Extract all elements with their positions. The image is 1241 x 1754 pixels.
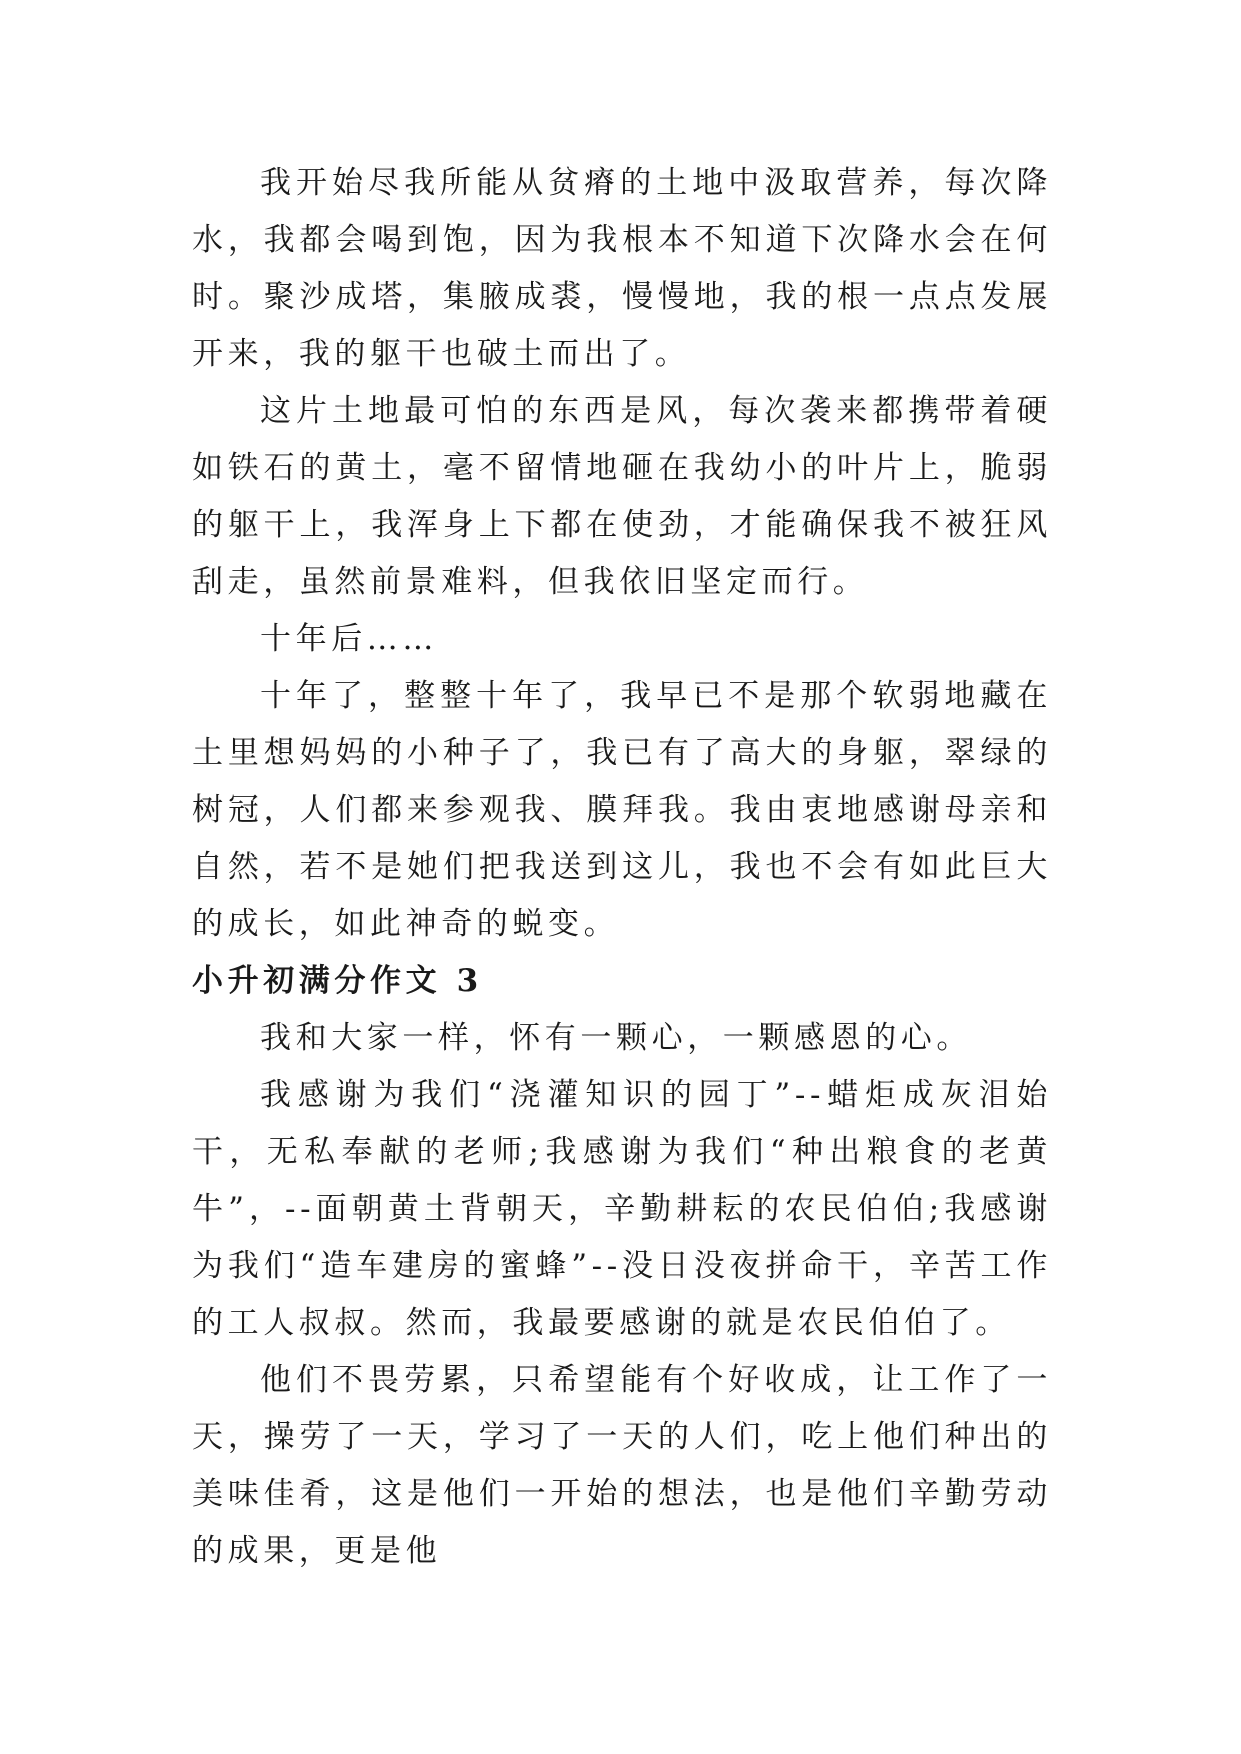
paragraph-grateful-heart: 我和大家一样，怀有一颗心，一颗感恩的心。 bbox=[260, 1020, 972, 1056]
paragraph-farmers: 他们不畏劳累，只希望能有个好收成，让工作了一天，操劳了一天，学习了一天的人们，吃上他们种出的美味佳肴，这是他们一开始的想法，也是他们辛勤劳动的成果，更是他 bbox=[192, 1362, 1052, 1569]
paragraph-thanks: 我感谢为我们“浇灌知识的园丁”--蜡炬成灰泪始干，无私奉献的老师;我感谢为我们“种出粮食的老黄牛”，--面朝黄土背朝天，辛勤耕耘的农民伯伯;我感谢为我们“造车建房的蜜蜂”--没日没夜拼命干，辛苦工作的工人叔叔。然而，我最要感谢的就是农民伯伯了。 bbox=[192, 1077, 1052, 1341]
document-page bbox=[192, 155, 1052, 1580]
paragraph-wind: 这片土地最可怕的东西是风，每次袭来都携带着硬如铁石的黄土，毫不留情地砸在我幼小的叶片上，脆弱的躯干上，我浑身上下都在使劲，才能确保我不被狂风刮走，虽然前景难料，但我依旧坚定而行。 bbox=[192, 393, 1052, 600]
section-title: 小升初满分作文 3 bbox=[192, 963, 483, 999]
paragraph-ten-years: 十年了，整整十年了，我早已不是那个软弱地藏在土里想妈妈的小种子了，我已有了高大的身躯，翠绿的树冠，人们都来参观我、膜拜我。我由衷地感谢母亲和自然，若不是她们把我送到这儿，我也不会有如此巨大的成长，如此神奇的蜕变。 bbox=[192, 678, 1052, 942]
paragraph-ten-years-later: 十年后…… bbox=[260, 621, 438, 657]
paragraph-roots: 我开始尽我所能从贫瘠的土地中汲取营养，每次降水，我都会喝到饱，因为我根本不知道下次降水会在何时。聚沙成塔，集腋成裘，慢慢地，我的根一点点发展开来，我的躯干也破土而出了。 bbox=[192, 165, 1052, 372]
